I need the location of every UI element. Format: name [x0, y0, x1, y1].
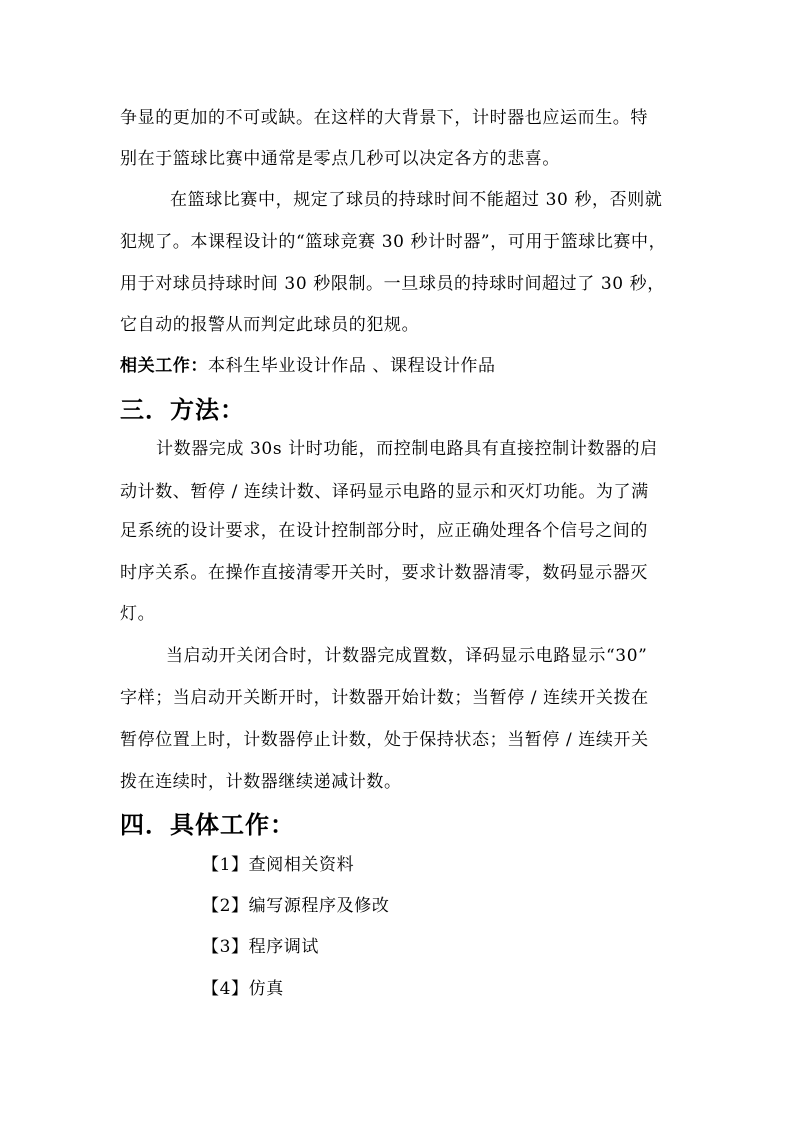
- paragraph-1-line-1: 争显的更加的不可或缺。在这样的大背景下，计时器也应运而生。特: [120, 108, 648, 128]
- paragraph-4-line-1: 当启动开关闭合时，计数器完成置数，译码显示电路显示“30”: [166, 646, 648, 666]
- paragraph-3-line-5: 灯。: [120, 604, 156, 624]
- paragraph-2-line-2: 犯规了。本课程设计的“篮球竞赛 30 秒计时器”，可用于篮球比赛中，: [120, 232, 667, 252]
- work-item-3: 【3】程序调试: [202, 937, 320, 957]
- work-item-1: 【1】查阅相关资料: [202, 855, 355, 875]
- related-work-label: 相关工作: [120, 356, 191, 376]
- paragraph-2-line-3: 用于对球员持球时间 30 秒限制。一旦球员的持球时间超过了 30 秒，: [120, 274, 665, 294]
- related-work-text: 本科生毕业设计作品 、课程设计作品: [208, 356, 496, 376]
- section-3-heading: 三．方法：: [120, 396, 245, 424]
- work-item-4: 【4】仿真: [202, 979, 284, 999]
- paragraph-4-line-2: 字样；当启动开关断开时，计数器开始计数；当暂停 / 连续开关拨在: [120, 688, 649, 708]
- section-4-heading: 四．具体工作：: [120, 811, 295, 839]
- paragraph-4-line-3: 暂停位置上时，计数器停止计数，处于保持状态；当暂停 / 连续开关: [120, 730, 649, 750]
- paragraph-3-line-3: 足系统的设计要求，在设计控制部分时，应正确处理各个信号之间的: [120, 521, 648, 541]
- paragraph-4-line-4: 拨在连续时，计数器继续递减计数。: [120, 772, 402, 792]
- paragraph-2-line-4: 它自动的报警从而判定此球员的犯规。: [120, 315, 420, 335]
- paragraph-3-line-4: 时序关系。在操作直接清零开关时，要求计数器清零，数码显示器灭: [120, 563, 648, 583]
- paragraph-2-line-1: 在篮球比赛中，规定了球员的持球时间不能超过 30 秒，否则就: [170, 190, 663, 210]
- paragraph-3-line-1: 计数器完成 30s 计时功能，而控制电路具有直接控制计数器的启: [156, 439, 658, 459]
- paragraph-3-line-2: 动计数、暂停 / 连续计数、译码显示电路的显示和灭灯功能。为了满: [120, 482, 649, 502]
- paragraph-1-line-2: 别在于篮球比赛中通常是零点几秒可以决定各方的悲喜。: [120, 149, 560, 169]
- related-work-colon: ：: [190, 356, 209, 376]
- work-item-2: 【2】编写源程序及修改: [202, 896, 390, 916]
- related-work-line: [120, 358, 496, 375]
